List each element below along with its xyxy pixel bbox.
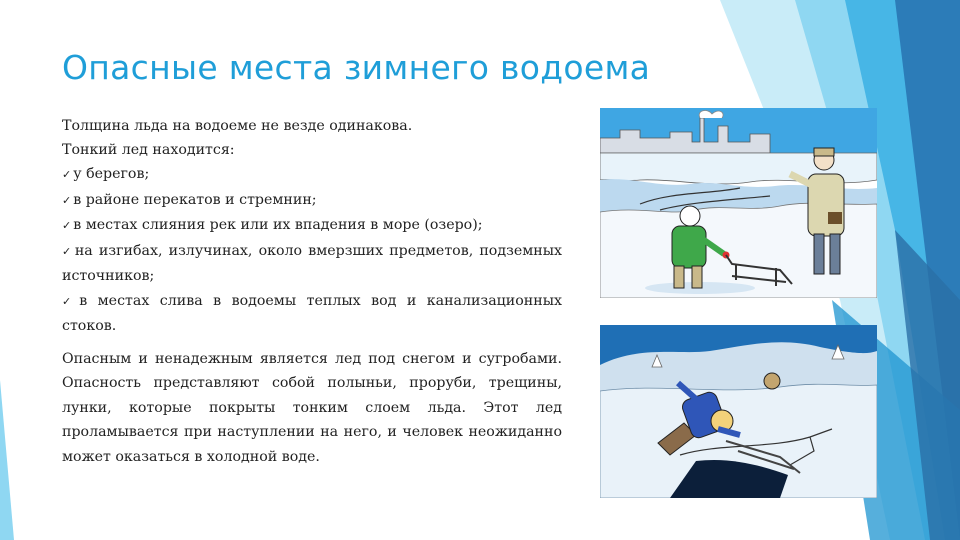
- falling-through-ice-illustration: [600, 325, 877, 498]
- intro-line: Толщина льда на водоеме не везде одинакова.: [62, 118, 413, 134]
- page-title: Опасные места зимнего водоема: [62, 48, 651, 87]
- checkmark-icon: ✓: [62, 219, 72, 232]
- bullet-text: в местах слива в водоемы теплых вод и канализационных стоков.: [62, 292, 562, 334]
- list-item: [62, 289, 562, 339]
- decorative-left-edge: [0, 380, 14, 540]
- bullet-text: у берегов;: [73, 166, 150, 182]
- bullet-text: в районе перекатов и стремнин;: [73, 191, 317, 208]
- checkmark-icon: ✓: [62, 244, 73, 258]
- list-item: [62, 162, 562, 188]
- distant-child: [764, 373, 780, 389]
- bullet-list: [62, 162, 562, 339]
- body-text: [62, 114, 562, 484]
- list-item: [62, 213, 562, 239]
- checkmark-icon: ✓: [62, 193, 72, 207]
- bullet-text: в местах слияния рек или их впадения в море (озеро);: [73, 217, 483, 233]
- list-item: [62, 239, 562, 289]
- bullet-text: на изгибах, излучинах, около вмерзших предметов, подземных источников;: [62, 242, 562, 284]
- list-item: [62, 188, 562, 214]
- paragraph: Опасным и ненадежным является лед под снегом и сугробами. Опасность представляют собой полыньи, проруби, трещины, лунки, которые покрыты тонким слоем льда. Этот лед проламывается при наступлении на него, и человек неожиданно может оказаться в холодной воде.: [62, 350, 562, 465]
- checkmark-icon: ✓: [62, 168, 72, 181]
- winter-river-illustration: [600, 108, 877, 298]
- checkmark-icon: ✓: [62, 294, 78, 308]
- intro-line: Тонкий лед находится:: [62, 142, 235, 158]
